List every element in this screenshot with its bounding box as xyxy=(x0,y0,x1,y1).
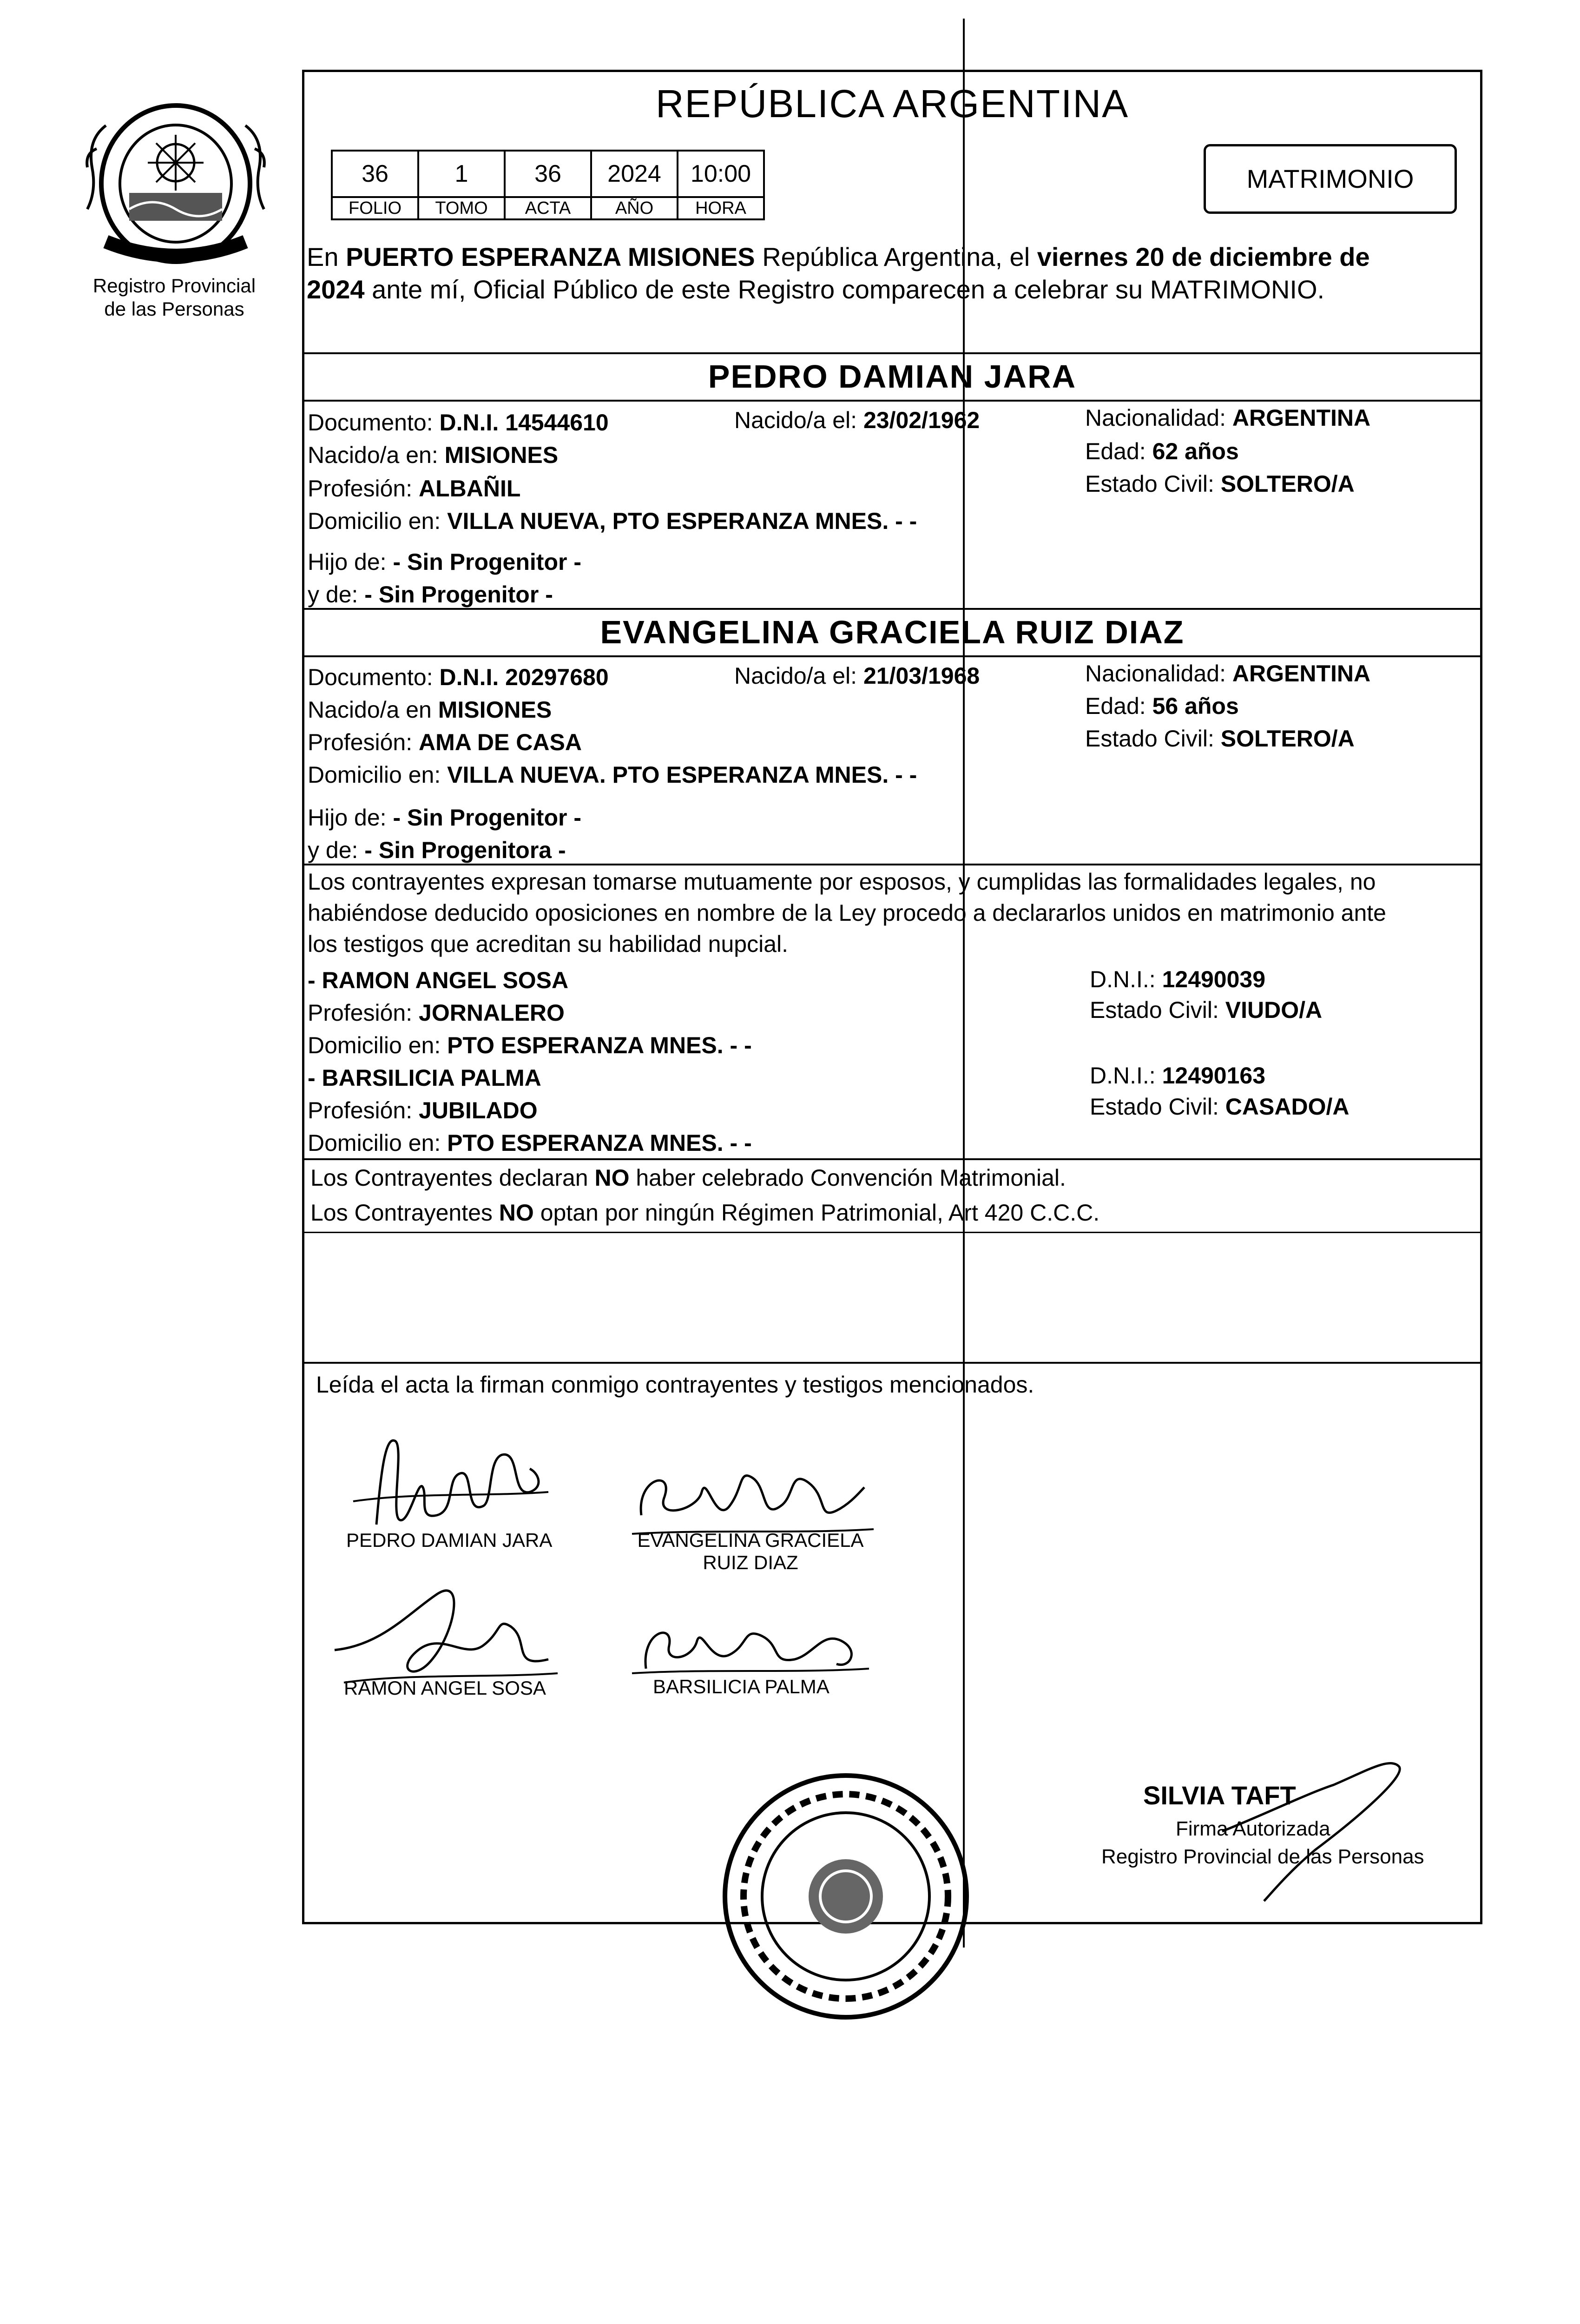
signature-evangelina-name-line2: RUIZ DIAZ xyxy=(703,1552,798,1573)
signature-evangelina-name xyxy=(630,1529,871,1574)
document-type-badge: MATRIMONIO xyxy=(1204,144,1457,214)
ano-value: 2024 xyxy=(591,151,678,197)
spouse-2-parent-1: Hijo de: - Sin Progenitor - xyxy=(308,805,581,831)
witness-1-dni: D.N.I.: 12490039 xyxy=(1090,966,1266,992)
spouse-2-parent-2: y de: - Sin Progenitora - xyxy=(308,837,566,863)
divider xyxy=(302,1232,1482,1233)
spouse-1-age: Edad: 62 años xyxy=(1085,438,1239,464)
spouse-2-nationality: Nacionalidad: ARGENTINA xyxy=(1085,660,1371,687)
official-stamp xyxy=(1083,1766,1436,1920)
spouse-2-age: Edad: 56 años xyxy=(1085,693,1239,719)
spouse-1-parent-1: Hijo de: - Sin Progenitor - xyxy=(308,549,581,575)
hora-value: 10:00 xyxy=(678,151,764,197)
divider xyxy=(302,655,1482,657)
spouse-1-profession: Profesión: ALBAÑIL xyxy=(308,475,521,502)
folio-value: 36 xyxy=(332,151,418,197)
divider xyxy=(302,400,1482,402)
witness-2-name: - BARSILICIA PALMA xyxy=(308,1065,541,1091)
divider xyxy=(302,1362,1482,1364)
divider xyxy=(302,352,1482,354)
folio-label: FOLIO xyxy=(332,197,418,219)
divider xyxy=(302,608,1482,610)
spouse-2-profession: Profesión: AMA DE CASA xyxy=(308,729,582,755)
spouse-2-address: Domicilio en: VILLA NUEVA. PTO ESPERANZA MNES. - - xyxy=(308,762,917,788)
regime-statement: Los Contrayentes NO optan por ningún Régimen Patrimonial, Art 420 C.C.C. xyxy=(310,1200,1100,1226)
official-name: SILVIA TAFT xyxy=(1143,1781,1296,1810)
signature-pedro-name: PEDRO DAMIAN JARA xyxy=(346,1529,553,1551)
declaration-line1: Los contrayentes expresan tomarse mutuamente por esposos, y cumplidas las formalidades legales, no xyxy=(308,869,1376,895)
signature-evangelina-name-line1: EVANGELINA GRACIELA xyxy=(637,1529,864,1551)
ano-label: AÑO xyxy=(591,197,678,219)
tomo-label: TOMO xyxy=(418,197,505,219)
declaration-line3: los testigos que acreditan su habilidad nupcial. xyxy=(308,931,789,957)
official-title: Firma Autorizada xyxy=(1176,1817,1330,1840)
signature-ramon-name: RAMON ANGEL SOSA xyxy=(344,1677,546,1699)
witness-1-address: Domicilio en: PTO ESPERANZA MNES. - - xyxy=(308,1032,752,1058)
spouse-1-birth-date: Nacido/a el: 23/02/1962 xyxy=(734,407,980,433)
spouse-1-name: PEDRO DAMIAN JARA xyxy=(708,358,1077,395)
registry-table xyxy=(331,150,765,220)
declaration-line2: habiéndose deducido oposiciones en nombre de la Ley procedo a declararlos unidos en matrimonio ante xyxy=(308,900,1386,926)
witness-2-dni: D.N.I.: 12490163 xyxy=(1090,1063,1266,1089)
spouse-2-birth-date: Nacido/a el: 21/03/1968 xyxy=(734,663,980,689)
registry-caption-line1: Registro Provincial xyxy=(92,275,256,297)
spouse-2-marital-status: Estado Civil: SOLTERO/A xyxy=(1085,726,1355,752)
spouse-1-address: Domicilio en: VILLA NUEVA, PTO ESPERANZA MNES. - - xyxy=(308,508,917,534)
spouse-1-parent-2: y de: - Sin Progenitor - xyxy=(308,581,553,607)
spouse-1-marital-status: Estado Civil: SOLTERO/A xyxy=(1085,471,1355,497)
spouse-1-nationality: Nacionalidad: ARGENTINA xyxy=(1085,405,1371,431)
witness-2-marital-status: Estado Civil: CASADO/A xyxy=(1090,1094,1350,1120)
spouse-1-birth-place: Nacido/a en: MISIONES xyxy=(308,442,559,468)
convention-statement: Los Contrayentes declaran NO haber celebrado Convención Matrimonial. xyxy=(310,1165,1066,1191)
signature-barsilicia-icon xyxy=(618,1604,878,1687)
signature-barsilicia-name: BARSILICIA PALMA xyxy=(653,1676,830,1697)
witness-1-marital-status: Estado Civil: VIUDO/A xyxy=(1090,997,1323,1023)
registry-caption xyxy=(70,274,279,321)
witness-1-name: - RAMON ANGEL SOSA xyxy=(308,967,569,993)
acta-value: 36 xyxy=(505,151,591,197)
divider xyxy=(302,1158,1482,1160)
misiones-emblem-icon xyxy=(78,98,273,270)
official-signature-icon xyxy=(1213,1757,1408,1906)
spouse-1-documento: Documento: D.N.I. 14544610 xyxy=(308,409,609,436)
intro-line2: 2024 ante mí, Oficial Público de este Registro comparecen a celebrar su MATRIMONIO. xyxy=(307,275,1325,304)
spouse-2-documento: Documento: D.N.I. 20297680 xyxy=(308,664,609,690)
closing-statement: Leída el acta la firman conmigo contrayentes y testigos mencionados. xyxy=(316,1372,1034,1398)
acta-label: ACTA xyxy=(505,197,591,219)
witness-1-profession: Profesión: JORNALERO xyxy=(308,1000,565,1026)
witness-2-address: Domicilio en: PTO ESPERANZA MNES. - - xyxy=(308,1130,752,1156)
intro-line1: En PUERTO ESPERANZA MISIONES República Argentina, el viernes 20 de diciembre de xyxy=(307,242,1370,271)
official-office: Registro Provincial de las Personas xyxy=(1101,1845,1424,1868)
tomo-value: 1 xyxy=(418,151,505,197)
spouse-2-name: EVANGELINA GRACIELA RUIZ DIAZ xyxy=(600,614,1185,650)
hora-label: HORA xyxy=(678,197,764,219)
witness-2-profession: Profesión: JUBILADO xyxy=(308,1097,538,1123)
divider xyxy=(302,864,1482,865)
document-title: REPÚBLICA ARGENTINA xyxy=(655,82,1129,125)
spouse-2-birth-place: Nacido/a en MISIONES xyxy=(308,697,552,723)
registry-seal-icon xyxy=(716,1766,976,2027)
fold-line xyxy=(963,19,965,1948)
signature-pedro-icon xyxy=(325,1422,567,1543)
registry-caption-line2: de las Personas xyxy=(104,298,244,320)
